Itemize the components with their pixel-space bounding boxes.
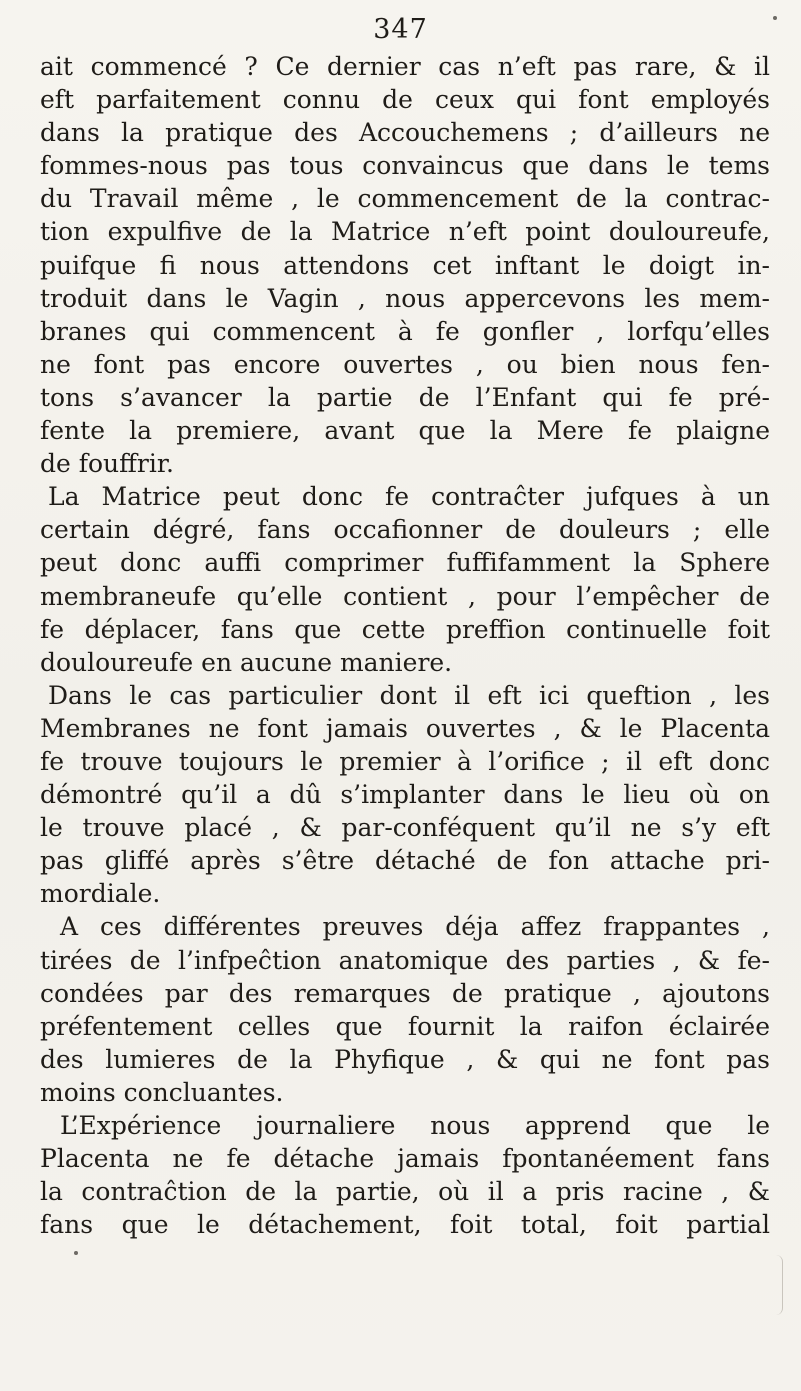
text-line: Placenta ne fe détache jamais fpontanéement fans: [40, 1144, 770, 1174]
paragraph-start-line: L’Expérience journaliere nous apprend que le: [60, 1111, 770, 1140]
paragraph-end-line: mordiale.: [40, 879, 161, 909]
text-line: eft parfaitement connu de ceux qui font employés: [40, 85, 770, 115]
text-line: ait commencé ? Ce dernier cas n’eft pas rare, & il: [40, 52, 770, 81]
paragraph-start-line: A ces différentes preuves déja affez frappantes ,: [60, 912, 770, 942]
text-line: membraneufe qu’elle contient , pour l’empêcher de: [40, 581, 770, 611]
page-edge-mark: [776, 1255, 783, 1315]
text-line: certain dégré, fans occafionner de douleurs ; elle: [40, 515, 770, 545]
page-number: 347: [373, 14, 428, 45]
text-line: des lumieres de la Phyfique , & qui ne font pas: [40, 1044, 770, 1074]
text-line: fommes-nous pas tous convaincus que dans le tems: [40, 151, 770, 181]
page-speck: [74, 1251, 78, 1255]
paragraph-end-line: moins concluantes.: [40, 1077, 284, 1107]
paragraph-end-line: douloureufe en aucune maniere.: [40, 647, 453, 677]
text-line: fente la premiere, avant que la Mere fe plaigne: [40, 416, 770, 446]
text-line: troduit dans le Vagin , nous appercevons les mem-: [40, 283, 770, 313]
text-line: puifque fi nous attendons cet inftant le doigt in-: [40, 250, 770, 280]
text-line: le trouve placé , & par-conféquent qu’il ne s’y eft: [40, 813, 770, 843]
text-line: branes qui commencent à fe gonfler , lorfqu’elles: [40, 316, 770, 346]
text-line: pas gliffé après s’être détaché de fon attache pri-: [40, 846, 770, 876]
paragraph-start-line: La Matrice peut donc fe contraĉter jufques à un: [48, 482, 770, 512]
text-line: ne font pas encore ouvertes , ou bien nous fen-: [40, 349, 770, 379]
text-line: démontré qu’il a dû s’implanter dans le lieu où on: [40, 780, 770, 810]
text-line: fe déplacer, fans que cette preffion continuelle foit: [40, 614, 770, 644]
text-line: préfentement celles que fournit la raifon éclairée: [40, 1011, 770, 1041]
text-line: fe trouve toujours le premier à l’orifice ; il eft donc: [40, 746, 770, 776]
text-line: la contraĉtion de la partie, où il a pris racine , &: [40, 1177, 770, 1207]
paragraph-end-line: de fouffrir.: [40, 449, 175, 479]
text-line: tirées de l’infpeĉtion anatomique des parties , & fe-: [40, 945, 770, 975]
text-line: condées par des remarques de pratique , ajoutons: [40, 978, 770, 1008]
paragraph-start-line: Dans le cas particulier dont il eft ici queftion , les: [48, 680, 770, 710]
page-speck: [773, 16, 777, 20]
body-text: [40, 50, 770, 1241]
text-line: tion expulfive de la Matrice n’eft point douloureufe,: [40, 217, 770, 247]
text-line: fans que le détachement, foit total, foit partial: [40, 1210, 770, 1240]
text-line: du Travail même , le commencement de la contrac-: [40, 184, 770, 214]
text-line: peut donc auffi comprimer fuffifamment la Sphere: [40, 548, 770, 578]
text-line: Membranes ne font jamais ouvertes , & le Placenta: [40, 713, 770, 743]
text-line: dans la pratique des Accouchemens ; d’ailleurs ne: [40, 118, 770, 148]
text-line: tons s’avancer la partie de l’Enfant qui fe pré-: [40, 382, 770, 412]
